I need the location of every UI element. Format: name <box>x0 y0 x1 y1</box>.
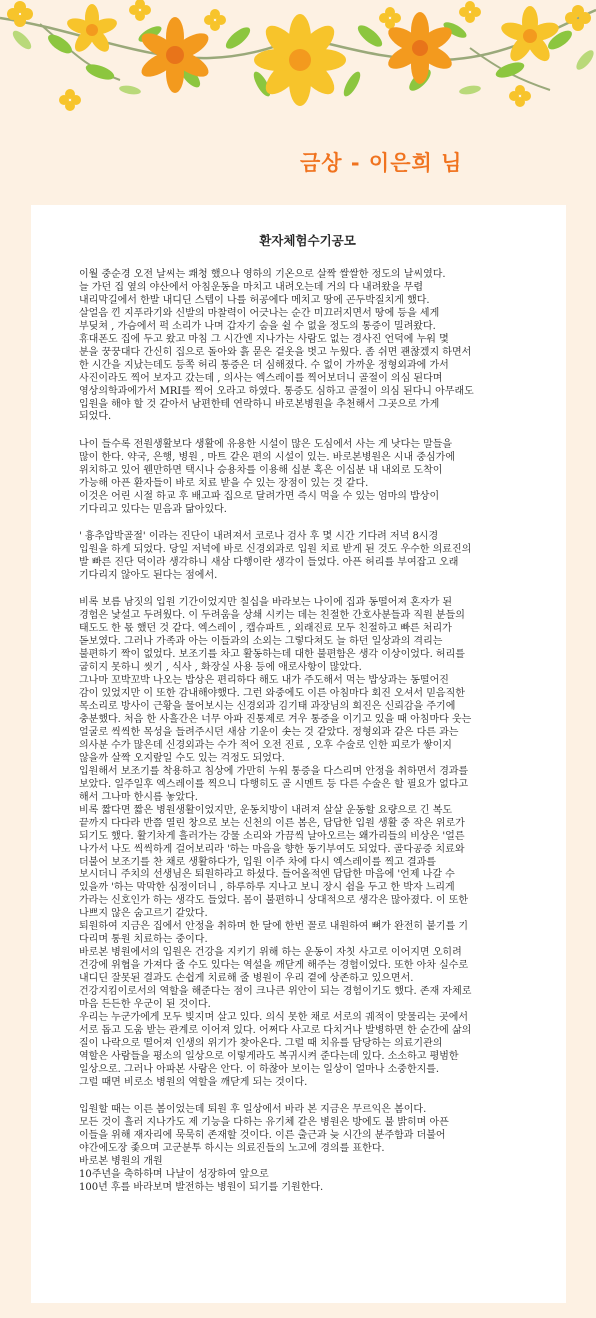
essay-line: 야간에도장 좇으며 고군분투 하시는 의료진들의 노고에 경의를 표한다. <box>79 1143 385 1155</box>
essay-line: 가라는 신호인가 하는 생각도 들었다. 몸이 불편하니 상대적으로 생각은 많아졌다. 이 또한 <box>79 895 469 907</box>
essay-line: 충분했다. 처음 한 사흘간은 너무 아파 진통제로 겨우 통증을 이기고 있을 때 아침마다 웃는 <box>79 714 472 726</box>
essay-paragraph <box>79 1104 536 1195</box>
essay-card <box>31 205 566 1303</box>
essay-line: 입원을 하게 되었다. 당일 저녁에 바로 신경외과로 입원 치료 받게 된 것도 우수한 의료진의 <box>79 544 472 556</box>
essay-line: 휴대폰도 집에 두고 왔고 마침 그 시간엔 지나가는 사람도 없는 경사진 언덕에 누워 몇 <box>79 333 449 345</box>
essay-line: 마음 든든한 우군이 된 것이다. <box>79 999 211 1011</box>
essay-line: 모든 것이 흘러 지나가도 제 기능을 다하는 유기체 같은 병원은 방에도 불 밝히며 아픈 <box>79 1117 449 1129</box>
essay-line: 나이 들수록 전원생활보다 생활에 유용한 시설이 많은 도심에서 사는 게 낫다는 말들을 <box>79 438 453 450</box>
essay-line: 나쁘지 않은 숨고르기 같았다. <box>79 908 208 920</box>
essay-line: 이들을 위해 재자리에 묵묵히 존재할 것이다. 이른 출근과 늦 시간의 분주함과 더불어 <box>79 1130 446 1142</box>
essay-line: 감이 있었지만 이 또한 감내해야했다. 그런 와중에도 이른 아침마다 회진 오셔서 믿음직한 <box>79 688 465 700</box>
essay-line: 입원해서 보조기를 착용하고 침상에 가만히 누워 통증을 다스리며 안정을 취하면서 경과를 <box>79 765 469 777</box>
essay-line: 비록 짧다면 짧은 병원생활이었지만, 운동치방이 내려져 살살 운동할 요량으로 긴 복도 <box>79 804 453 816</box>
essay-line: 많이 한다. 약국, 은행, 병원 , 마트 같은 편의 시설이 있는. 바로본병원은 시내 중심가에 <box>79 451 455 463</box>
document-title: 환자체험수기공모 <box>259 233 356 248</box>
essay-line: 늘 가던 집 옆의 야산에서 아침운동을 마치고 내려오는데 거의 다 내려왔을 무렵 <box>79 281 424 293</box>
essay-line: 건강에 위협을 가져다 줄 수도 있다는 역설을 깨닫게 해주는 경험이었다. 또한 아차 실수로 <box>79 960 469 972</box>
essay-line: 보시더니 주치의 선생님은 퇴원하라고 하셨다. 들어올적엔 답답한 마음에 '언제 나갈 수 <box>79 869 455 881</box>
essay-line: 얼굴로 씩씩한 목성을 들려주시던 새삼 기운이 솟는 것 같았다. 정형외과 같은 다른 과는 <box>79 727 459 738</box>
essay-line: 분을 꿍꿍대다 간신히 집으로 돌아와 흙 묻은 겉옷을 벗고 누웠다. 좀 쉬면 괜찮겠지 하면서 <box>79 346 472 358</box>
essay-line: 퇴원하여 지금은 집에서 안정을 취하며 한 달에 한번 꼴로 내원하여 뼈가 완전히 붙기를 기 <box>79 921 469 933</box>
essay-line: 내리막길에서 한발 내디딘 스텝이 나를 허공에다 메치고 땅에 곤두박질치게 했다. <box>79 294 430 306</box>
essay-line: 내디딘 잘못된 결과도 손쉽게 치료해 줄 병원이 우리 곁에 상존하고 있으면서. <box>79 973 414 985</box>
essay-line: 10주년을 축하하며 나날이 성장하여 앞으로 <box>79 1168 269 1180</box>
essay-line: 경험은 낯설고 두려웠다. 이 두려움을 상쇄 시키는 데는 친절한 간호사분들과 직원 분들의 <box>79 610 465 622</box>
essay-line: 영상의학과에가서 MRI를 찍어 오라고 하였다. 통증도 심하고 골절이 의심 된다니 아무래도 <box>79 385 474 397</box>
essay-line: 바로본 병원의 개원 <box>79 1156 163 1167</box>
essay-paragraph <box>79 269 536 424</box>
essay-line: 끝까지 다다라 반쯤 열린 창으로 보는 신천의 이른 봄은, 답답한 입원 생활 중 작은 위로가 <box>79 817 465 829</box>
essay-line: 굽히지 못하니 씻기 , 식사 , 화장실 사용 등에 애로사항이 많았다. <box>79 662 362 674</box>
essay-line: 않을까 살짝 오지랖일 수도 있는 걱정도 되었다. <box>79 752 285 764</box>
essay-line: 의사분 수가 많은데 신경외과는 수가 적어 오전 진료 , 오후 수술로 인한 피로가 쌓이지 <box>79 739 452 751</box>
essay-line: 입원할 때는 이른 봄이었는데 퇴원 후 일상에서 바라 본 지금은 무르익은 봄이다. <box>79 1104 427 1116</box>
essay-line: 입원을 해야 할 것 같아서 남편한테 연락하니 바로본병원을 추천해서 그곳으로 가게 <box>79 398 440 410</box>
essay-line: 일상으로. 그러나 아파본 사람은 안다. 이 하찮아 보이는 일상이 얼마나 소중한지를. <box>79 1063 440 1075</box>
essay-line: 보았다. 일주일후 엑스레이를 찍으니 다행히도 골 시멘트 등 다른 수술은 할 필요가 없다고 <box>79 778 469 790</box>
essay-line: 불편하기 짝이 없었다. 보조기를 차고 활동하는데 대한 불편함은 생각 이상이었다. 허리를 <box>79 649 465 661</box>
essay-line: 한 시간을 지났는데도 등쪽 허리 통증은 더 심해졌다. 수 없이 가까운 정형외과에 가서 <box>79 359 449 371</box>
essay-paragraph <box>79 439 536 517</box>
essay-line: 그나마 꼬박꼬박 나오는 밥상은 편리하다 해도 내가 주도해서 먹는 밥상과는 동떨어진 <box>79 675 449 687</box>
essay-line: 100년 후를 바라보며 발전하는 병원이 되기를 기원한다. <box>79 1181 324 1193</box>
essay-line: 되기도 했다. 활기차게 흘러가는 강물 소리와 가끔씩 날아오르는 왜가리들의 비상은 '얼른 <box>79 830 465 842</box>
essay-line: 사진이라도 찍어 보자고 갔는데 , 의사는 엑스레이를 찍어보더니 골절이 의심 된다며 <box>79 372 443 384</box>
essay-line: 비록 보름 남짓의 입원 기간이었지만 칠십을 바라보는 나이에 집과 동떨어져 혼자가 된 <box>79 597 453 609</box>
essay-paragraph <box>79 597 536 1089</box>
essay-line: 이월 중순경 오전 날씨는 쾌청 했으나 영하의 기온으로 살짝 쌀쌀한 정도의 날씨였다. <box>79 269 446 280</box>
essay-line: 돋보였다. 그러나 가족과 아는 이들과의 소외는 그렇다쳐도 늘 하던 일상과의 격리는 <box>79 636 443 648</box>
essay-line: 살얼음 낀 지푸라기와 신발의 마찰력이 어긋나는 순간 미끄러지면서 땅에 등을 세게 <box>79 307 440 319</box>
essay-line: 질이 나락으로 떨어져 인생의 위기가 찾아온다. 그럴 때 치유를 담당하는 의료기관의 <box>79 1037 443 1049</box>
essay-line: 더불어 보조기를 찬 채로 생활하다가, 입원 이주 차에 다시 엑스레이를 찍고 결과를 <box>79 856 436 868</box>
essay-line: 기다리고 있다는 믿음과 닮아있다. <box>79 503 227 515</box>
essay-line: 그럴 때면 비로소 병원의 역할을 깨닫게 되는 것이다. <box>79 1076 308 1088</box>
floral-banner <box>0 0 596 120</box>
essay-line: 건강지킴이로서의 역할을 해준다는 점이 크나큰 위안이 되는 경험이기도 했다. 존재 자체로 <box>79 986 472 998</box>
essay-line: 가능해 아픈 환자들이 바로 치료 받을 수 있는 장점이 있는 것 같다. <box>79 477 369 489</box>
essay-line: 되었다. <box>79 411 112 423</box>
essay-line: 발 빠른 진단 덕이라 생각하니 새삼 다행이란 생각이 들었다. 아픈 허리를 부여잡고 오래 <box>79 557 459 569</box>
essay-body <box>79 269 536 1195</box>
essay-line: 해서 그나마 한시름 놓았다. <box>79 791 198 803</box>
essay-line: 목소리로 방사이 근황을 물어보시는 신경외과 김기태 과장님의 회진은 신뢰감을 주기에 <box>79 701 456 713</box>
essay-line: 이것은 어린 시절 하교 후 배고파 집으로 달려가면 즉시 먹을 수 있는 엄마의 밥상이 <box>79 490 440 502</box>
essay-line: 서로 돕고 도움 받는 관계로 이어져 있다. 어쩌다 사고로 다치거나 발병하면 한 순간에 삶의 <box>79 1024 472 1036</box>
essay-line: 다리며 통원 치료하는 중이다. <box>79 934 208 946</box>
essay-line: 부딪쳐 , 가슴에서 퍽 소리가 나며 갑자기 숨을 쉴 수 없을 정도의 통증이 밀려왔다. <box>79 320 436 332</box>
essay-line: 역할은 사람들을 평소의 일상으로 이렇게라도 복귀시켜 준다는데 있다. 소소하고 평범한 <box>79 1050 459 1062</box>
essay-line: 태도도 한 몫 했던 것 같다. 엑스레이 , 캡슈파트 , 외래진료 모두 친절하고 빠른 처리가 <box>79 623 452 635</box>
award-title: 금상 - 이은희 님 <box>300 151 463 175</box>
essay-paragraph <box>79 531 536 583</box>
essay-line: 바로본 병원에서의 입원은 건강을 지키기 위해 하는 운동이 자칫 사고로 이어지면 오히려 <box>79 947 462 959</box>
essay-line: 기다리지 않아도 된다는 점에서. <box>79 570 218 582</box>
essay-line: 우리는 누군가에게 모두 빚지며 살고 있다. 의식 못한 채로 서로의 궤적이 맞물리는 곳에서 <box>79 1011 469 1023</box>
essay-line: 있을까 '하는 막막한 심정이더니 , 하루하루 지나고 보니 장시 쉼을 두고 한 박자 느리게 <box>79 882 455 894</box>
essay-line: ' 흉추압박골절' 이라는 진단이 내려져서 코로나 검사 후 몇 시간 기다려 저녁 8시경 <box>79 531 439 543</box>
essay-line: 위치하고 있어 웬만하면 택시나 승용차를 이용해 십분 혹은 이십분 내 내외로 도착이 <box>79 464 443 476</box>
essay-line: 나가서 나도 씩씩하게 걸어보리라 '하는 마음을 향한 동기부여도 되었다. 골다공증 치료와 <box>79 843 465 855</box>
